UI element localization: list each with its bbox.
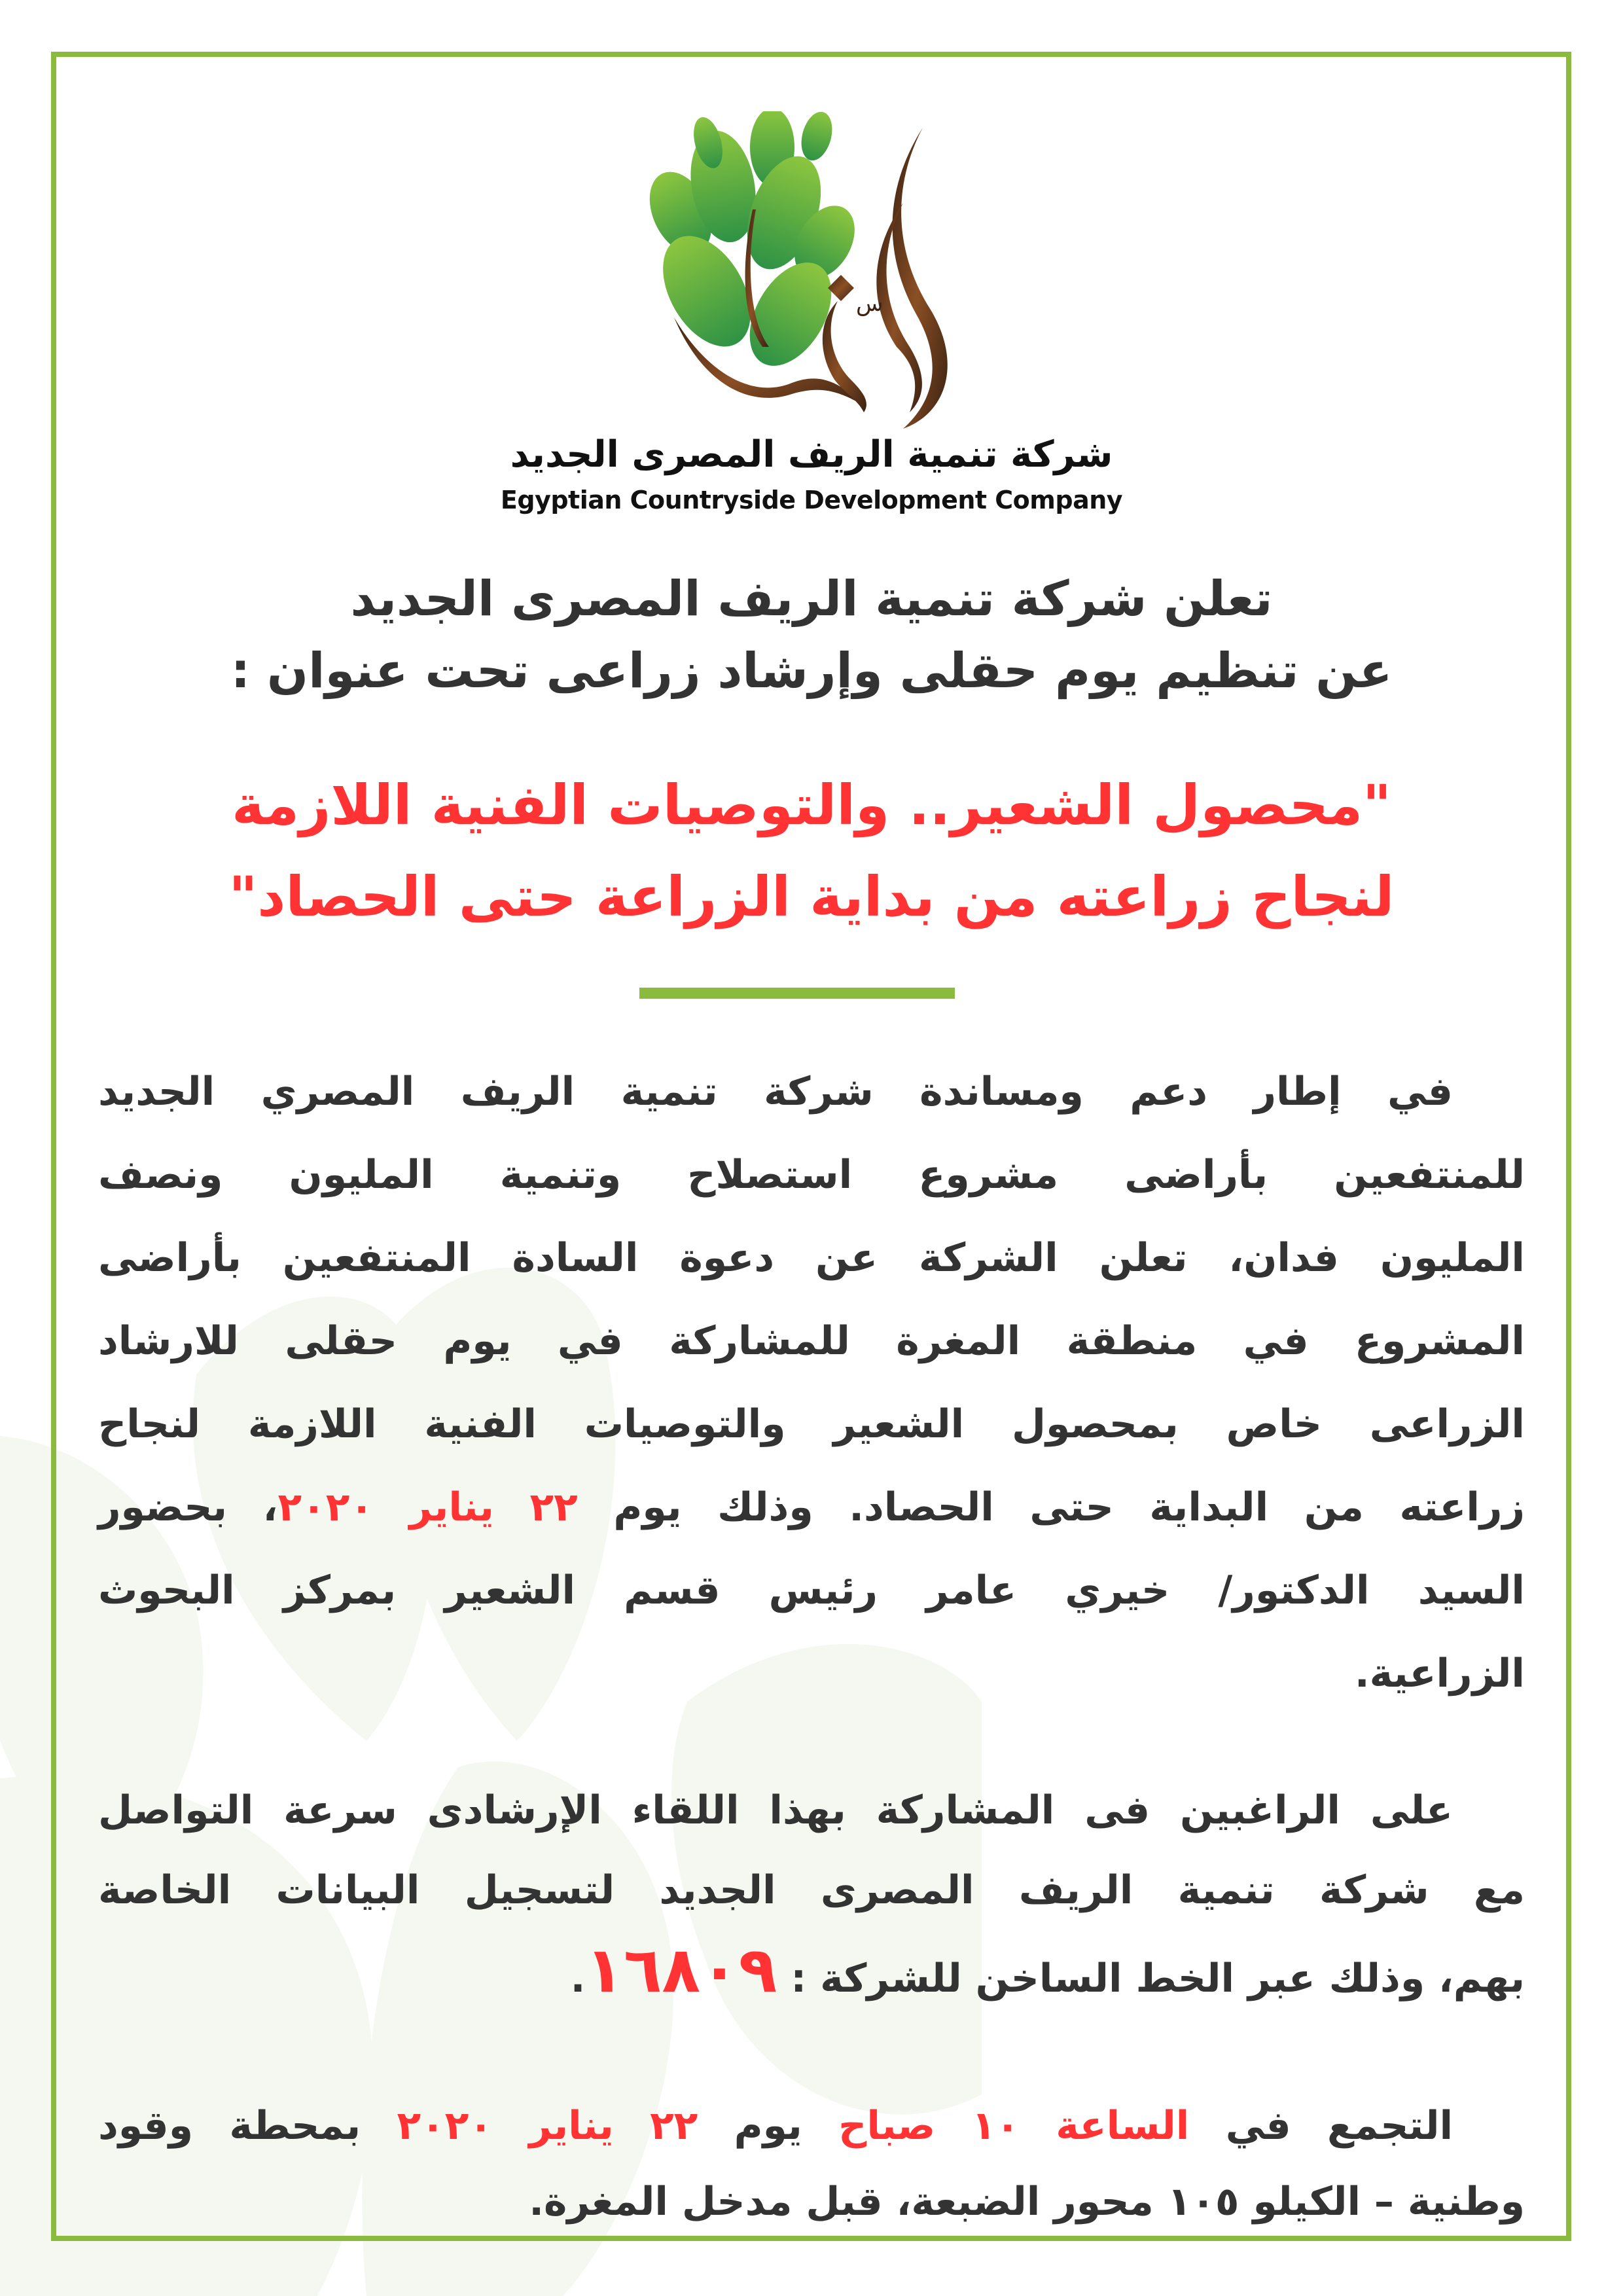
company-name-english: Egyptian Countryside Development Company <box>500 486 1123 514</box>
event-date: ٢٢ يناير ٢٠٢٠ <box>277 1484 578 1530</box>
paragraph-details <box>98 1050 1525 1715</box>
text-line <box>98 1930 1525 2018</box>
company-logo <box>622 111 962 432</box>
text-segment: ، بحضور <box>98 1484 278 1530</box>
paragraph-registration <box>98 1770 1525 2018</box>
green-divider <box>639 988 955 999</box>
text-line: الزراعى خاص بمحصول الشعير والتوصيات الفنية اللازمة لنجاح <box>98 1401 1525 1447</box>
text-line: على الراغبين فى المشاركة بهذا اللقاء الإرشادى سرعة التواصل <box>98 1787 1453 1833</box>
text-segment: بهم، وذلك عبر الخط الساخن للشركة : <box>791 1956 1525 2001</box>
event-title <box>131 759 1492 942</box>
meeting-time: الساعة ١٠ صباح <box>838 2103 1190 2149</box>
intro-line: تعلن شركة تنمية الريف المصرى الجديد <box>350 571 1273 627</box>
text-line: في إطار دعم ومساندة شركة تنمية الريف المصري الجديد <box>98 1069 1453 1115</box>
text-line <box>98 2088 1525 2164</box>
announcement-intro <box>131 563 1492 707</box>
text-segment: زراعته من البداية حتى الحصاد. وذلك يوم <box>613 1484 1525 1530</box>
text-segment: يوم <box>734 2103 802 2149</box>
text-line: السيد الدكتور/ خيري عامر رئيس قسم الشعير بمركز البحوث <box>98 1568 1525 1613</box>
text-line <box>98 1466 1525 1549</box>
leaf-icon <box>637 111 867 380</box>
intro-line: عن تنظيم يوم حقلى وإرشاد زراعى تحت عنوان : <box>230 643 1393 699</box>
calligraphy-mark: س <box>856 291 883 317</box>
paragraph-meeting-point <box>98 2088 1525 2240</box>
title-line: لنجاح زراعته من بداية الزراعة حتى الحصاد" <box>228 865 1395 929</box>
title-line: "محصول الشعير.. والتوصيات الفنية اللازمة <box>232 773 1391 837</box>
company-name-arabic: شركة تنمية الريف المصرى الجديد <box>510 433 1113 476</box>
text-line: للمنتفعين بأراضى مشروع استصلاح وتنمية المليون ونصف <box>98 1152 1525 1198</box>
text-line: وطنية – الكيلو ١٠٥ محور الضبعة، قبل مدخل المغرة. <box>529 2179 1525 2225</box>
hotline-number: ١٦٨٠٩ <box>585 1933 777 2007</box>
text-line: المليون فدان، تعلن الشركة عن دعوة السادة المنتفعين بأراضى <box>98 1235 1525 1281</box>
text-line: مع شركة تنمية الريف المصرى الجديد لتسجيل البيانات الخاصة <box>98 1867 1525 1913</box>
text-line: المشروع في منطقة المغرة للمشاركة في يوم حقلى للارشاد <box>98 1318 1525 1364</box>
text-line: الزراعية. <box>1354 1651 1525 1696</box>
text-segment: . <box>570 1956 586 2001</box>
text-segment: بمحطة وقود <box>98 2103 361 2149</box>
text-segment: التجمع في <box>1225 2103 1454 2149</box>
meeting-date: ٢٢ يناير ٢٠٢٠ <box>397 2103 698 2149</box>
